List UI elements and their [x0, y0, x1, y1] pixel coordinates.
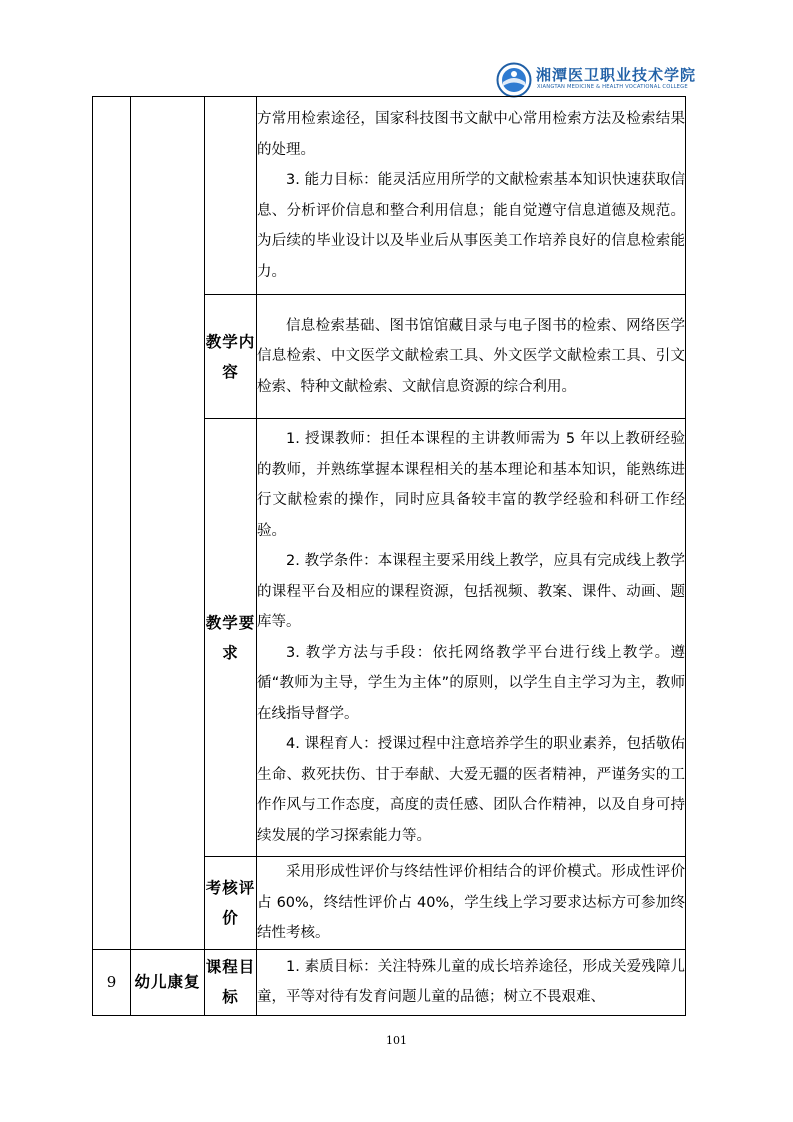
course-name-cell	[131, 97, 205, 950]
content-label: 教学内容	[205, 332, 256, 381]
requirement-item-3: 3. 教学方法与手段：依托网络教学平台进行线上教学。遵循“教师为主导，学生为主体”的原则，以学生自主学习为主，教师在线指导督学。	[257, 644, 685, 722]
objective-label-cell	[205, 949, 257, 1015]
objective-continuation: 方常用检索途径，国家科技图书文献中心常用检索方法及检索结果的处理。	[257, 111, 685, 158]
requirement-label: 教学要求	[205, 613, 256, 662]
objective-label: 课程目标	[205, 958, 256, 1006]
college-logo	[496, 60, 697, 100]
logo-name-cn: 湘潭医卫职业技术学院	[536, 66, 697, 84]
label-cell	[205, 97, 257, 295]
requirement-text-cell	[257, 419, 686, 857]
content-label-cell	[205, 295, 257, 419]
requirement-item-2: 2. 教学条件：本课程主要采用线上教学，应具有完成线上教学的课程平台及相应的课程资源，包括视频、教案、课件、动画、题库等。	[257, 553, 685, 630]
requirement-item-1: 1. 授课教师：担任本课程的主讲教师需为 5 年以上教研经验的教师，并熟练掌握本课程相关的基本理论和基本知识，能熟练进行文献检索的操作，同时应具备较丰富的教学经验和科研工作经验。	[257, 431, 685, 539]
assessment-text-cell	[257, 857, 686, 950]
course-name: 幼儿康复	[134, 973, 201, 991]
logo-name-en: XIANGTAN MEDICINE & HEALTH VOCATIONAL COLLEGE	[537, 84, 688, 90]
objective-item-1: 1. 素质目标：关注特殊儿童的成长培养途径，形成关爱残障儿童，平等对待有发育问题儿童的品德；树立不畏艰难、	[257, 958, 685, 1005]
objective-text-cell	[257, 949, 686, 1015]
page-number: 101	[386, 1034, 407, 1047]
content-text-cell	[257, 295, 686, 419]
assessment-label: 考核评价	[205, 878, 256, 927]
table-row	[93, 949, 686, 1015]
requirement-item-4: 4. 课程育人：授课过程中注意培养学生的职业素养，包括敬佑生命、救死扶伤、甘于奉献、大爱无疆的医者精神，严谨务实的工作作风与工作态度，高度的责任感、团队合作精神，以及自身可持续发展的学习探索能力等。	[257, 736, 685, 844]
table-row	[93, 97, 686, 295]
course-name-cell	[131, 949, 205, 1015]
content-text: 信息检索基础、图书馆馆藏目录与电子图书的检索、网络医学信息检索、中文医学文献检索工具、外文医学文献检索工具、引文检索、特种文献检索、文献信息资源的综合利用。	[257, 317, 685, 395]
assessment-text: 采用形成性评价与终结性评价相结合的评价模式。形成性评价占 60%，终结性评价占 40%，学生线上学习要求达标方可参加终结性考核。	[257, 864, 685, 941]
objective-item-3: 3. 能力目标：能灵活应用所学的文献检索基本知识快速获取信息、分析评价信息和整合利用信息；能自觉遵守信息道德及规范。为后续的毕业设计以及毕业后从事医美工作培养良好的信息检索能力。	[257, 172, 685, 280]
assessment-label-cell	[205, 857, 257, 950]
row-number: 9	[93, 949, 131, 1015]
requirement-label-cell	[205, 419, 257, 857]
course-table	[92, 96, 686, 1016]
college-emblem-icon	[496, 62, 532, 98]
objective-cell	[257, 97, 686, 295]
number-cell	[93, 97, 131, 950]
